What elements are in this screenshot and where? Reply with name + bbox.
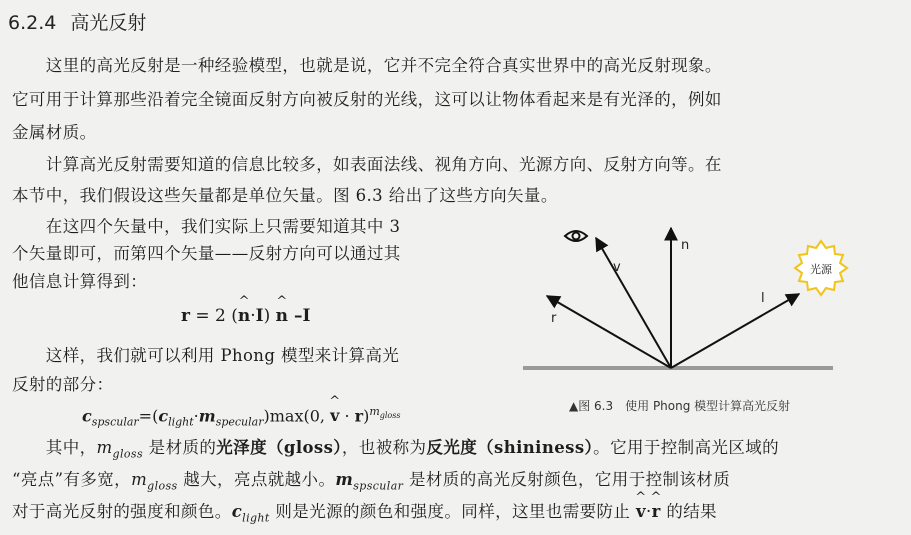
para3-line2: 个矢量即可，而第四个矢量——反射方向可以通过其 — [12, 244, 401, 263]
eq-v-hat: ^ v — [330, 406, 339, 425]
label-n: n — [681, 238, 690, 253]
text-r-hat: ^ r — [652, 502, 661, 521]
eq-r: r — [181, 306, 190, 326]
para1-line3: 金属材质。 — [12, 123, 97, 142]
view-vector-arrow — [596, 238, 671, 368]
para5-line2: “亮点”有多宽，$m_{gloss}$ 越大，亮点就越小。$m_{spscular}$ 是材质的高光反射颜色，它用于控制该材质 — [12, 470, 731, 493]
para2-line1: 计算高光反射需要知道的信息比较多，如表面法线、视角方向、光源方向、反射方向等。在 — [12, 155, 722, 174]
light-vector-arrow — [671, 294, 799, 368]
phong-equation: $c_{spscular}=(c_{light}\cdot m_{specular})\max(0$, ^ v · r)$^{m_{gloss}}$ — [82, 405, 400, 429]
light-source-sun-icon — [795, 241, 847, 295]
para4-line2: 反射的部分： — [12, 375, 114, 394]
text-v-hat: ^ v — [636, 502, 646, 521]
section-heading — [8, 8, 146, 35]
section-title: 高光反射 — [70, 12, 147, 34]
reflection-vector-arrow — [547, 296, 671, 368]
eq-n-hat: ^ n — [238, 306, 250, 326]
label-v: v — [613, 260, 621, 275]
para3-line1: 在这四个矢量中，我们实际上只需要知道其中 3 — [12, 217, 401, 236]
light-source-label: 光源 — [810, 263, 832, 276]
label-r: r — [551, 311, 557, 326]
figure-caption: ▲图 6.3 使用 Phong 模型计算高光反射 — [569, 399, 791, 413]
para4-line1: 这样，我们就可以利用 Phong 模型来计算高光 — [12, 346, 400, 365]
para3-line3: 他信息计算得到： — [12, 272, 148, 291]
para5-line1: 其中，$m_{gloss}$ 是材质的光泽度（gloss），也被称为反光度（shininess）。它用于控制高光区域的 — [12, 438, 780, 461]
para2-line2: 本节中，我们假设这些矢量都是单位矢量。图 6.3 给出了这些方向矢量。 — [12, 186, 558, 205]
eq-n-hat-2: ^ n — [276, 306, 288, 326]
section-number: 6.2.4 — [8, 12, 57, 34]
para1-line1: 这里的高光反射是一种经验模型，也就是说，它并不完全符合真实世界中的高光反射现象。 — [12, 56, 722, 75]
eye-icon — [565, 231, 587, 241]
reflection-equation: r = 2 (^ n·I) ^ n –I — [181, 306, 310, 326]
phong-figure — [513, 206, 853, 416]
label-l: l — [761, 291, 765, 306]
para5-line3: 对于高光反射的强度和颜色。$c_{light}$ 则是光源的颜色和强度。同样，这里也需要防止 ^ v·^ r 的结果 — [12, 498, 900, 524]
para1-line2: 它可用于计算那些沿着完全镜面反射方向被反射的光线，这可以让物体看起来是有光泽的，例如 — [12, 90, 722, 109]
